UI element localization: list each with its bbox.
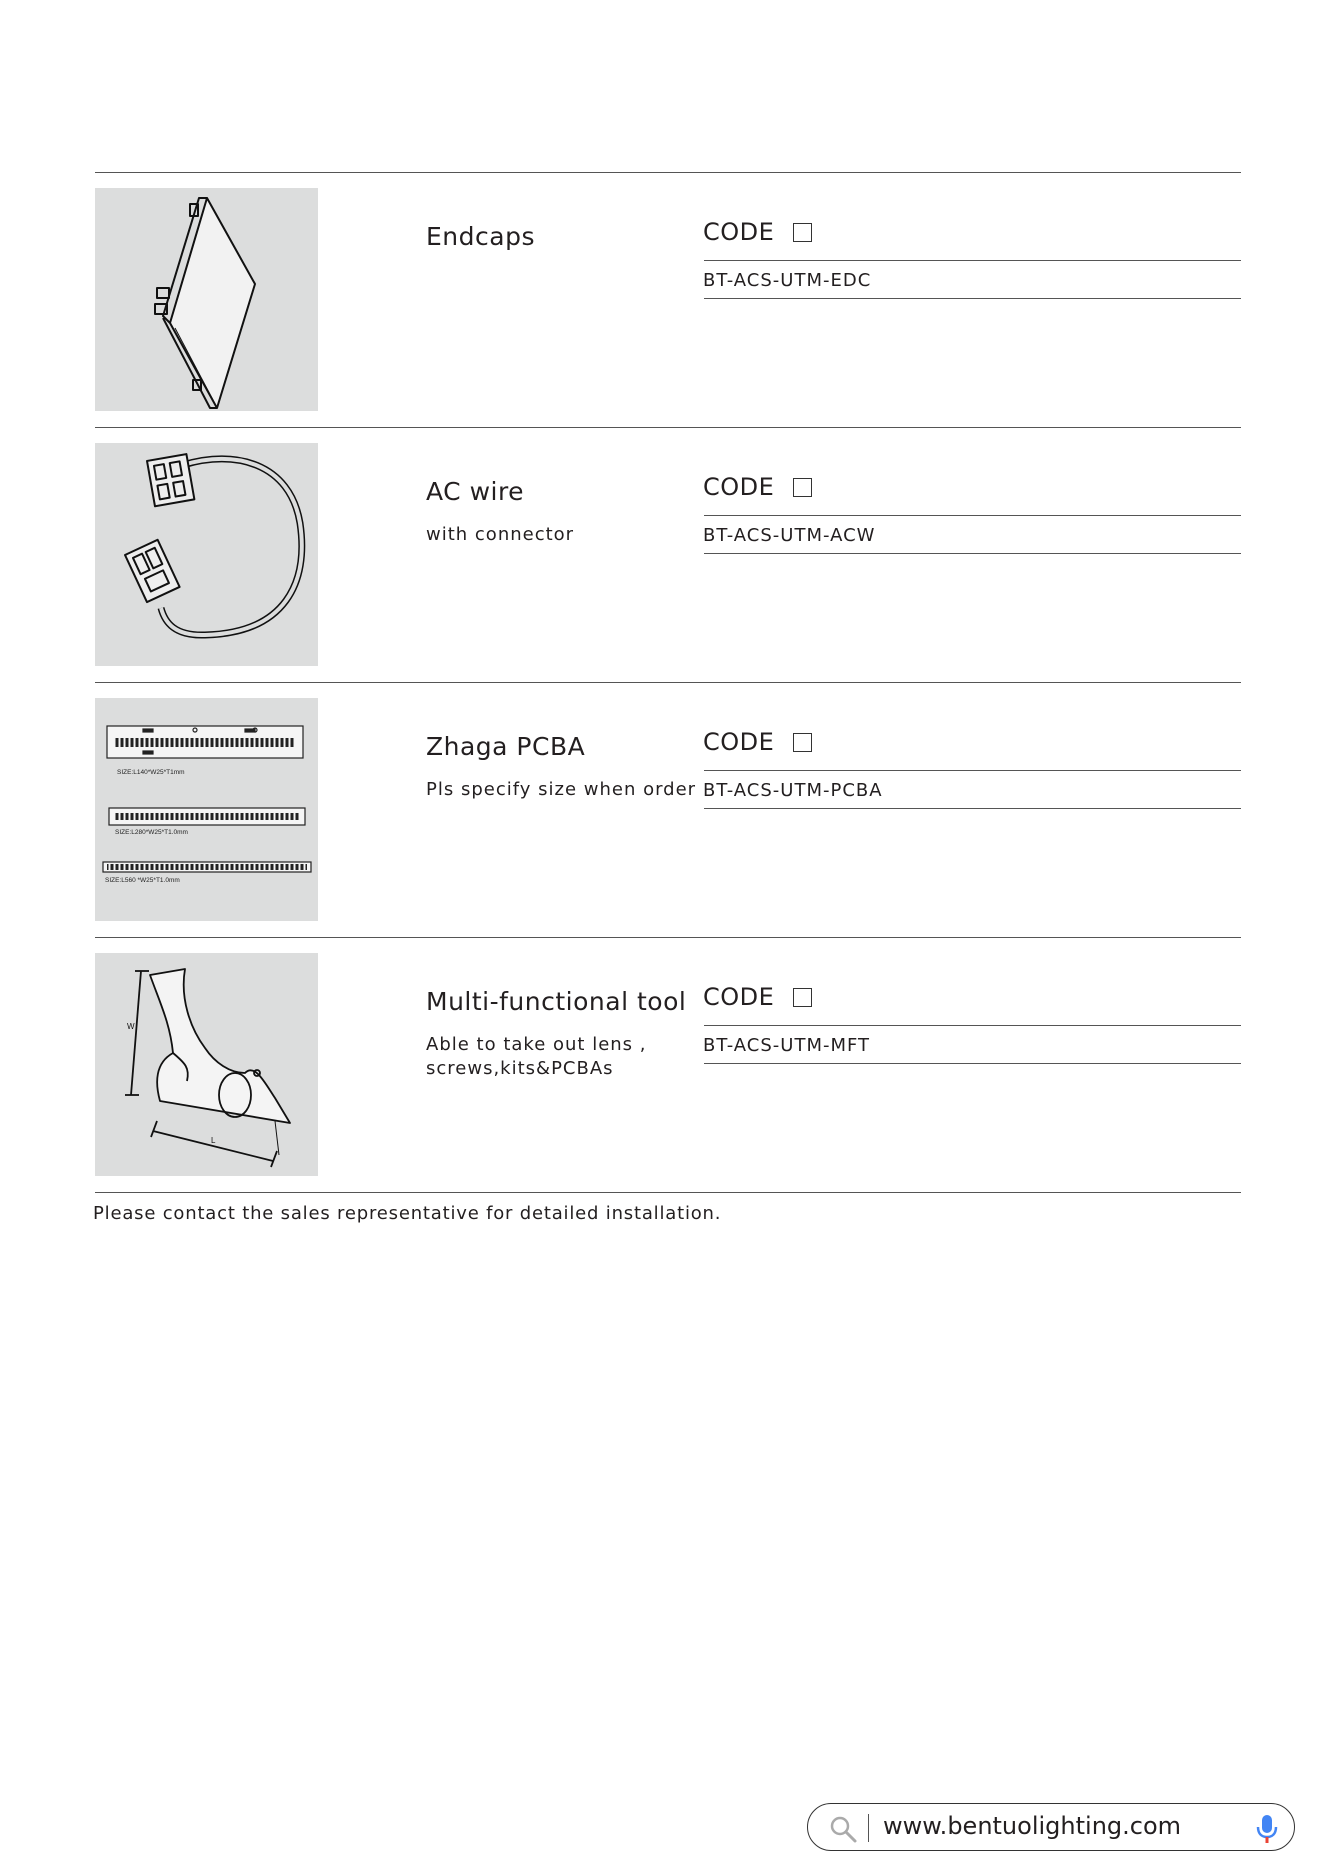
code-label: CODE: [703, 218, 775, 246]
pcb-size-label: SIZE:L140*W25*T1mm: [117, 769, 185, 776]
product-code: BT-ACS-UTM-ACW: [703, 525, 876, 546]
product-row-zhaga-pcba: [95, 682, 1241, 906]
product-subtitle-line: screws,kits&PCBAs: [426, 1058, 614, 1079]
code-label: CODE: [703, 473, 775, 501]
product-image-pcba: [95, 698, 318, 921]
product-subtitle-line: Able to take out lens ,: [426, 1034, 647, 1055]
code-checkbox[interactable]: [793, 223, 812, 242]
website-url[interactable]: www.bentuolighting.com: [883, 1812, 1182, 1840]
product-title: Multi-functional tool: [426, 987, 687, 1016]
pcba-drawing-icon: [95, 698, 318, 921]
product-image-endcaps: [95, 188, 318, 411]
code-checkbox[interactable]: [793, 988, 812, 1007]
code-rule: [704, 808, 1241, 809]
code-label: CODE: [703, 728, 775, 756]
separator-rule: [95, 1192, 1241, 1193]
product-title: Zhaga PCBA: [426, 732, 586, 761]
product-title: Endcaps: [426, 222, 535, 251]
product-code: BT-ACS-UTM-EDC: [703, 270, 872, 291]
product-code: BT-ACS-UTM-MFT: [703, 1035, 871, 1056]
product-subtitle: with connector: [426, 524, 575, 545]
search-icon[interactable]: [828, 1814, 858, 1844]
product-row-multi-tool: [95, 937, 1241, 1161]
search-divider: [868, 1814, 869, 1842]
microphone-icon[interactable]: [1255, 1813, 1279, 1845]
code-rule: [704, 260, 1241, 261]
product-subtitle: [426, 1033, 647, 1081]
dimension-label: L: [211, 1136, 216, 1145]
code-checkbox[interactable]: [793, 733, 812, 752]
product-title: AC wire: [426, 477, 525, 506]
product-subtitle: Pls specify size when order: [426, 779, 697, 800]
website-search-bar[interactable]: [807, 1803, 1295, 1851]
pcb-size-label: SIZE:L560 *W25*T1.0mm: [105, 877, 180, 884]
code-rule: [704, 770, 1241, 771]
dimension-label: W: [127, 1022, 135, 1031]
product-image-ac-wire: [95, 443, 318, 666]
tool-drawing-icon: [95, 953, 318, 1176]
code-rule: [704, 1025, 1241, 1026]
code-label: CODE: [703, 983, 775, 1011]
ac-wire-drawing-icon: [95, 443, 318, 666]
product-row-endcaps: [95, 172, 1241, 396]
product-image-tool: [95, 953, 318, 1176]
pcb-size-label: SIZE:L280*W25*T1.0mm: [115, 829, 188, 836]
installation-note: Please contact the sales representative for detailed installation.: [93, 1203, 722, 1224]
product-row-ac-wire: [95, 427, 1241, 651]
code-rule: [704, 1063, 1241, 1064]
endcap-drawing-icon: [95, 188, 318, 411]
product-code: BT-ACS-UTM-PCBA: [703, 780, 883, 801]
code-rule: [704, 515, 1241, 516]
code-checkbox[interactable]: [793, 478, 812, 497]
code-rule: [704, 298, 1241, 299]
code-rule: [704, 553, 1241, 554]
